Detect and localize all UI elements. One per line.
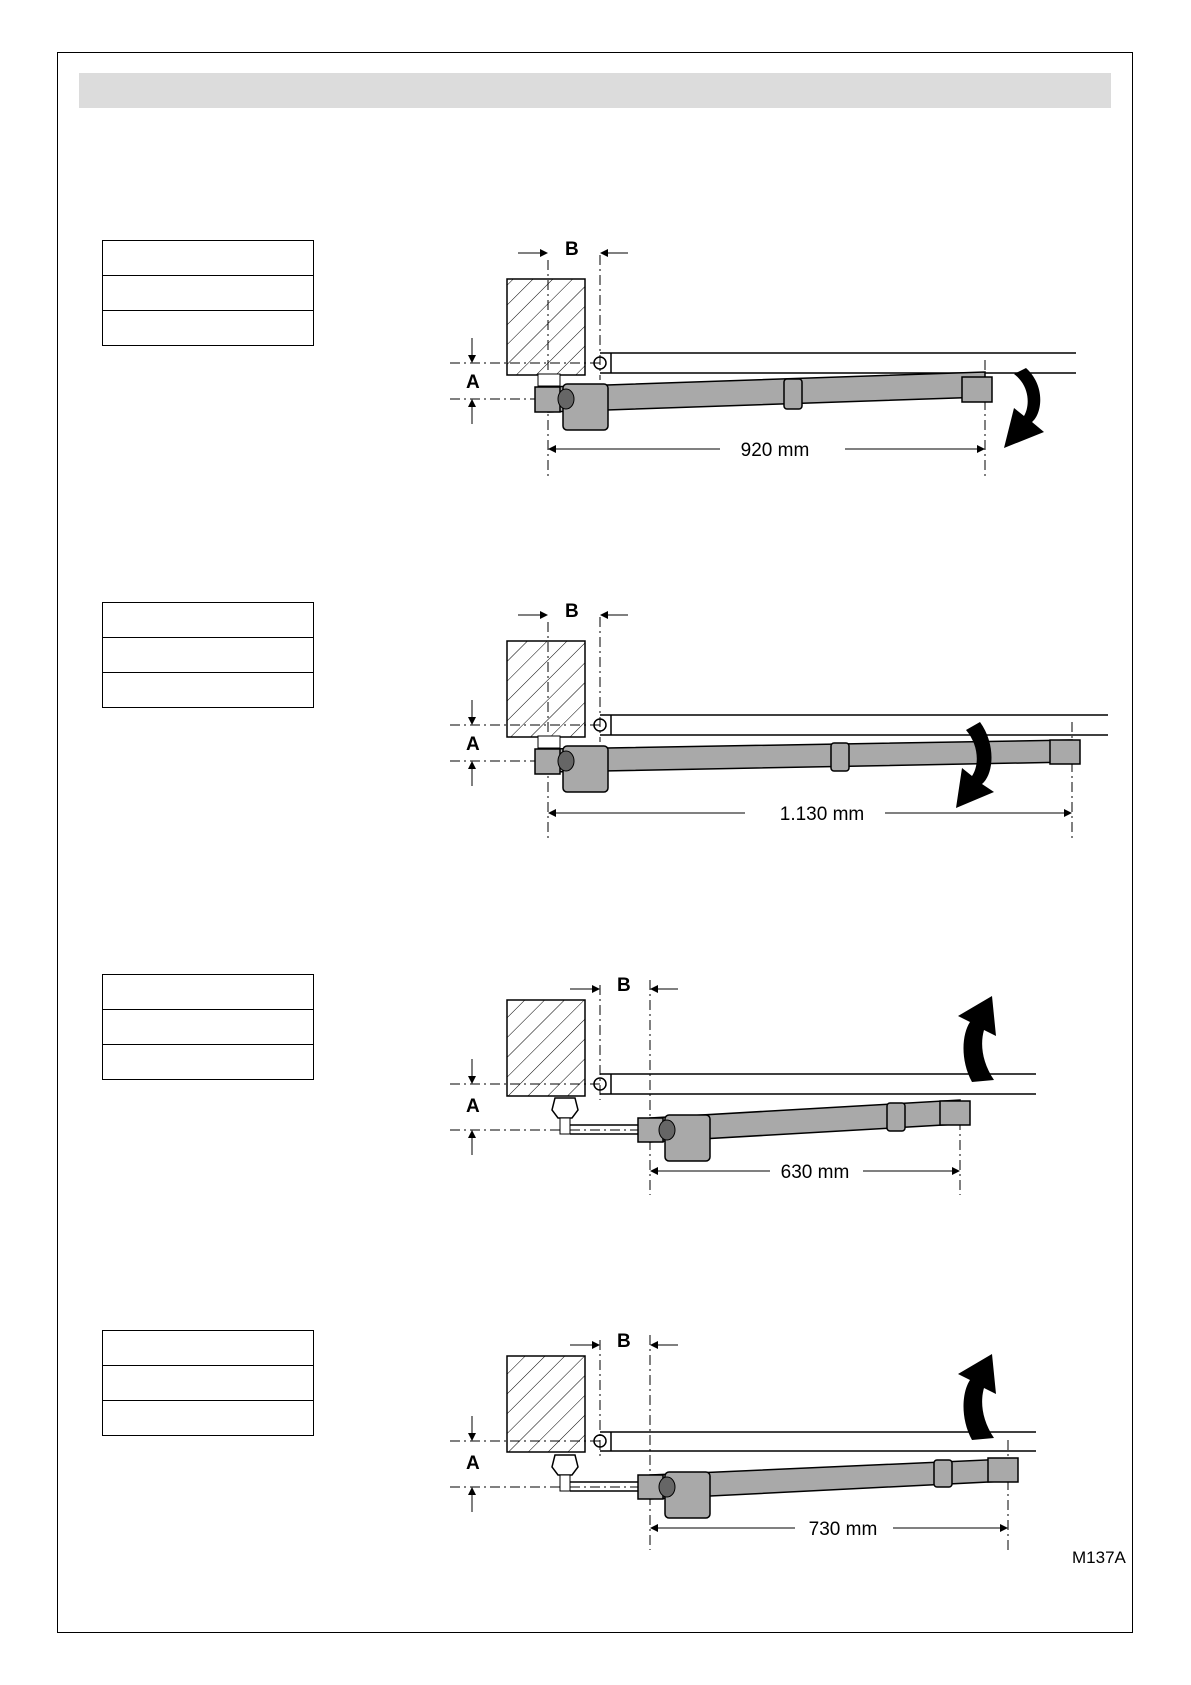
swing-direction-arrow: [958, 996, 996, 1082]
dimension-length: 920 mm: [740, 440, 810, 461]
figure-1: [450, 239, 1076, 480]
pillar: [507, 279, 585, 375]
swing-direction-arrow: [958, 1354, 996, 1440]
label-a: A: [466, 1453, 480, 1474]
pillar-bracket: [552, 1455, 578, 1475]
pillar: [507, 1000, 585, 1096]
label-b: B: [565, 239, 579, 260]
dimension-length: 1.130 mm: [779, 804, 865, 825]
pillar-bracket: [552, 1098, 578, 1118]
pillar: [507, 641, 585, 737]
figure-2: [450, 601, 1108, 842]
label-b: B: [565, 601, 579, 622]
actuator-arm: [548, 372, 985, 412]
dimension-length: 630 mm: [780, 1162, 850, 1183]
label-a: A: [466, 1096, 480, 1117]
drawing-code: M137A: [1072, 1548, 1126, 1567]
label-a: A: [466, 734, 480, 755]
actuator-arm: [548, 740, 1072, 772]
label-b: B: [617, 1331, 631, 1352]
figure-3: [450, 975, 1036, 1195]
figure-4: [450, 1331, 1036, 1550]
pillar: [507, 1356, 585, 1452]
label-a: A: [466, 372, 480, 393]
dimension-length: 730 mm: [808, 1519, 878, 1540]
label-b: B: [617, 975, 631, 996]
swing-direction-arrow: [1004, 368, 1044, 448]
